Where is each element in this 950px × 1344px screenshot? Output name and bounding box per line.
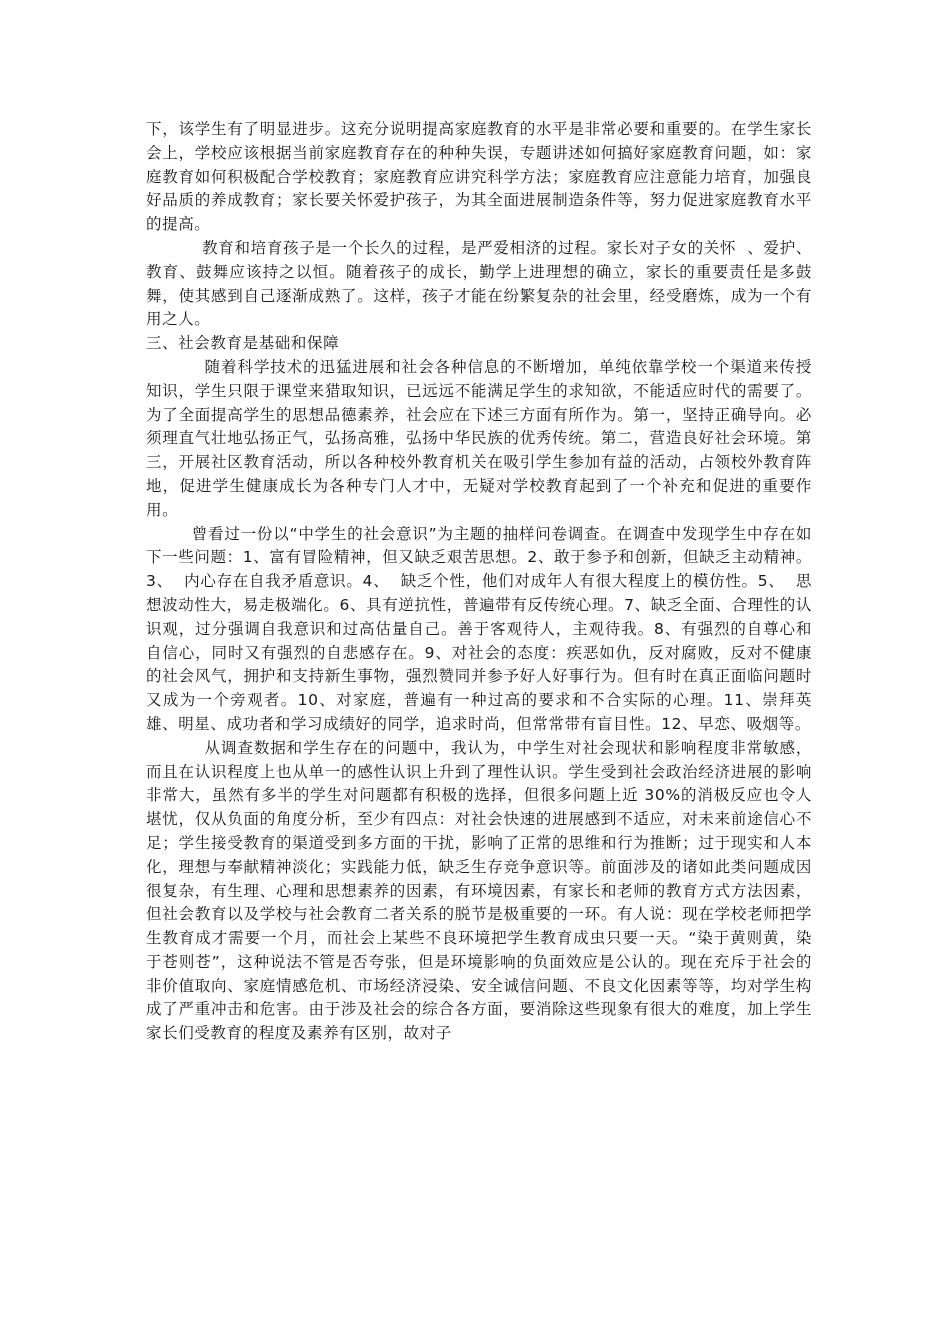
document-body	[146, 118, 812, 1046]
paragraph-survey-findings: 曾看过一份以“中学生的社会意识”为主题的抽样问卷调查。在调查中发现学生中存在如下一些问题：1、富有冒险精神，但又缺乏艰苦思想。2、敢于参予和创新，但缺乏主动精神。3、 内心存在自我矛盾意识。4、 缺乏个性，他们对成年人有很大程度上的模仿性。5、 思想波动性大，易走极端化。6、具有逆抗性，普遍带有反传统心理。7、缺乏全面、合理性的认识观，过分强调自我意识和过高估量自己。善于客观待人，主观待我。8、有强烈的自尊心和自信心，同时又有强烈的自悲感存在。9、对社会的态度：疾恶如仇，反对腐败，反对不健康的社会风气，拥护和支持新生事物，强烈赞同并参予好人好事行为。但有时在真正面临问题时又成为一个旁观者。10、对家庭，普遍有一种过高的要求和不合实际的心理。11、崇拜英雄、明星、成功者和学习成绩好的同学，追求时尚，但常常带有盲目性。12、早恋、吸烟等。	[146, 524, 812, 733]
paragraph-family-education-summary: 下，该学生有了明显进步。这充分说明提高家庭教育的水平是非常必要和重要的。在学生家长会上，学校应该根据当前家庭教育存在的种种失误，专题讲述如何搞好家庭教育问题，如：家庭教育如何积极配合学校教育；家庭教育应讲究科学方法；家庭教育应注意能力培育，加强良好品质的养成教育；家长要关怀爱护孩子，为其全面进展制造条件等，努力促进家庭教育水平的提高。	[146, 120, 812, 234]
paragraph-society-role: 随着科学技术的迅猛进展和社会各种信息的不断增加，单纯依靠学校一个渠道来传授知识，学生只限于课堂来猎取知识，已远远不能满足学生的求知欲，不能适应时代的需要了。为了全面提高学生的思想品德素养，社会应在下述三方面有所作为。第一，坚持正确导向。必须理直气壮地弘扬正气，弘扬高雅，弘扬中华民族的优秀传统。第二，营造良好社会环境。第三，开展社区教育活动，所以各种校外教育机关在吸引学生参加有益的活动，占领校外教育阵地，促进学生健康成长为各种专门人才中，无疑对学校教育起到了一个补充和促进的重要作用。	[146, 357, 813, 519]
paragraph-parent-responsibility: 教育和培育孩子是一个长久的过程，是严爱相济的过程。家长对子女的关怀 、爱护、教育、鼓舞应该持之以恒。随着孩子的成长，勤学上进理想的确立，家长的重要责任是多鼓舞，使其感到自己逐渐成熟了。这样，孩子才能在纷繁复杂的社会里，经受磨炼，成为一个有用之人。	[146, 238, 812, 329]
section-heading-social-education: 三、社会教育是基础和保障	[146, 334, 340, 353]
paragraph-analysis: 从调查数据和学生存在的问题中，我认为，中学生对社会现状和影响程度非常敏感，而且在认识程度上也从单一的感性认识上升到了理性认识。学生受到社会政治经济进展的影响非常大，虽然有多半的学生对问题都有积极的选择，但很多问题上近 30%的消极反应也令人堪忧，仅从负面的角度分析，至少有四点：对社会快速的进展感到不适应，对未来前途信心不足；学生接受教育的渠道受到多方面的干扰，影响了正常的思维和行为推断；过于现实和人本化，理想与奉献精神淡化；实践能力低，缺乏生存竞争意识等。前面涉及的诸如此类问题成因很复杂，有生理、心理和思想素养的因素，有环境因素，有家长和老师的教育方式方法因素，但社会教育以及学校与社会教育二者关系的脱节是极重要的一环。有人说：现在学校老师把学生教育成才需要一个月，而社会上某些不良环境把学生教育成虫只要一天。“染于黄则黄，染于苍则苍”，这种说法不管是否夸张，但是环境影响的负面效应是公认的。现在充斥于社会的非价值取向、家庭情感危机、市场经济浸染、安全诚信问题、不良文化因素等等，均对学生构成了严重冲击和危害。由于涉及社会的综合各方面，要消除这些现象有很大的难度，加上学生家长们受教育的程度及素养有区别，故对子	[146, 738, 813, 1043]
